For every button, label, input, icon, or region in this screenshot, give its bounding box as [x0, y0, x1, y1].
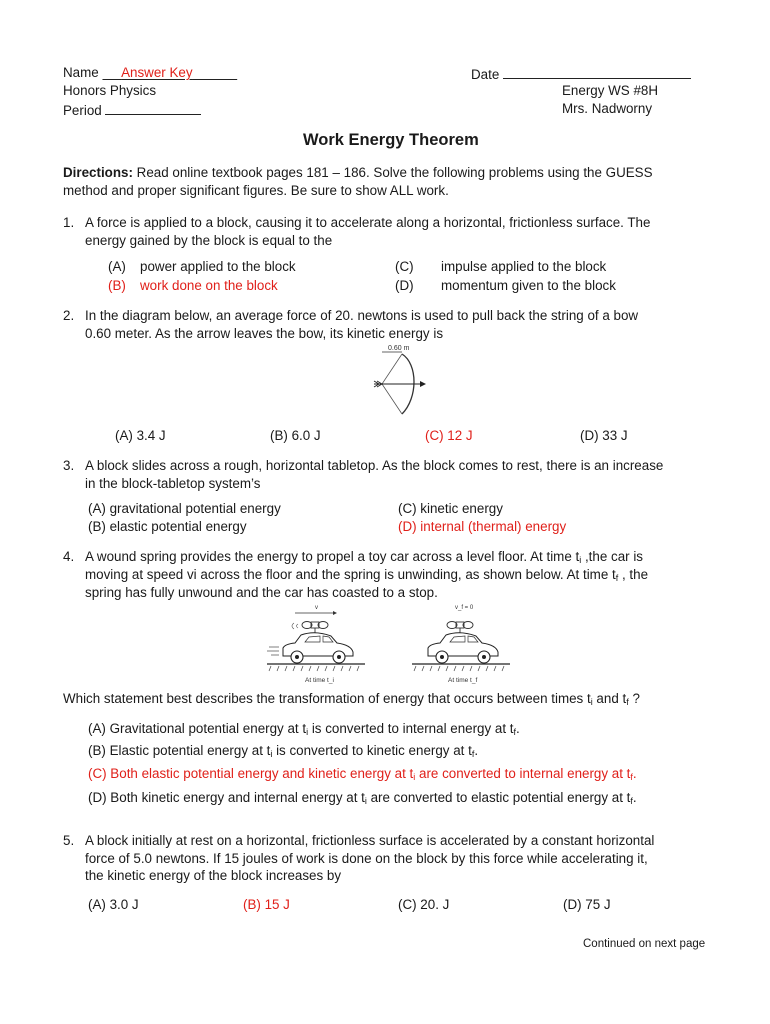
name-label: Name	[63, 65, 99, 80]
toy-car-final-icon	[428, 633, 498, 663]
q5-option-a: (A) 3.0 J	[88, 897, 139, 912]
q4-option-d: (D) Both kinetic energy and internal energy at $t_i$ are converted to elastic potential energy at $t_f$.	[88, 790, 637, 806]
q3-option-c: (C) kinetic energy	[398, 501, 503, 516]
floor-hatching-final	[414, 666, 504, 671]
q5-line2: force of 5.0 newtons. If 15 joules of work is done on the block by this force while accelerating it,	[85, 851, 648, 866]
date-field	[471, 65, 691, 82]
q4-line2: moving at speed vi across the floor and the spring is unwinding, as shown below. At time $t_f$ , the	[85, 567, 649, 583]
final-caption: At time t_f	[448, 677, 478, 684]
directions-line2: method and proper significant figures. Be sure to show ALL work.	[63, 183, 449, 198]
q3-number: 3.	[63, 458, 75, 473]
q5-line1: A block initially at rest on a horizontal, frictionless surface is accelerated by a constant horizontal	[85, 833, 655, 848]
q2-option-d: (D) 33 J	[580, 428, 628, 443]
q5-option-b: (B) 15 J	[243, 897, 290, 912]
page-title: Work Energy Theorem	[303, 131, 479, 149]
floor-hatching	[269, 666, 359, 671]
q2-option-c: (C) 12 J	[425, 428, 473, 443]
car-figure-initial	[265, 600, 370, 685]
class-name: Honors Physics	[63, 83, 157, 98]
q4-question: Which statement best describes the transformation of energy that occurs between times $t_i$ and $t_f$ ?	[63, 691, 640, 707]
period-label: Period	[63, 103, 102, 118]
q4-option-a: (A) Gravitational potential energy at $t_i$ is converted to internal energy at $t_f$.	[88, 721, 520, 737]
q1-a-text: power applied to the block	[140, 259, 296, 274]
date-blank	[503, 65, 691, 79]
q2-number: 2.	[63, 308, 75, 323]
q3-line1: A block slides across a rough, horizontal tabletop. As the block comes to rest, there is an increase	[85, 458, 664, 473]
directions	[63, 165, 653, 180]
name-value: Answer Key	[121, 65, 193, 80]
car-figure-final	[410, 600, 515, 685]
q1-c-text: impulse applied to the block	[441, 259, 607, 274]
name-field	[63, 65, 237, 80]
q1-b-text: work done on the block	[140, 278, 278, 293]
bow-diagram	[360, 342, 430, 417]
q1-d-text: momentum given to the block	[441, 278, 616, 293]
arrow-head-icon	[420, 381, 426, 387]
period-field	[63, 101, 201, 118]
q2-line1: In the diagram below, an average force of 20. newtons is used to pull back the string of a bow	[85, 308, 639, 323]
q2-line2: 0.60 meter. As the arrow leaves the bow, its kinetic energy is	[85, 326, 444, 341]
q1-c-letter: (C)	[395, 259, 414, 274]
teacher-name: Mrs. Nadworny	[562, 101, 653, 116]
wind-up-key-icon	[302, 622, 328, 635]
continued-note: Continued on next page	[583, 938, 706, 950]
q5-option-c: (C) 20. J	[398, 897, 450, 912]
q4-number: 4.	[63, 549, 75, 564]
q1-d-letter: (D)	[395, 278, 414, 293]
q1-a-letter: (A)	[108, 259, 126, 274]
worksheet-id: Energy WS #8H	[562, 83, 659, 98]
q3-line2: in the block-tabletop system’s	[85, 476, 261, 491]
bow-distance-label: 0.60 m	[388, 345, 410, 352]
q2-option-b: (B) 6.0 J	[270, 428, 321, 443]
q3-option-d: (D) internal (thermal) energy	[398, 519, 567, 534]
q1-line2: energy gained by the block is equal to the	[85, 233, 333, 248]
q4-option-c: (C) Both elastic potential energy and kinetic energy at $t_i$ are converted to internal energy at $t_f$.	[88, 766, 637, 782]
q5-line3: the kinetic energy of the block increases by	[85, 868, 342, 883]
period-blank	[105, 101, 201, 115]
wind-up-key-final-icon	[447, 622, 473, 635]
q4-option-b: (B) Elastic potential energy at $t_i$ is converted to kinetic energy at $t_f$.	[88, 743, 479, 759]
directions-line1: Read online textbook pages 181 – 186. Solve the following problems using the GUESS	[132, 165, 653, 180]
q3-option-a: (A) gravitational potential energy	[88, 501, 281, 516]
final-velocity-label: v_f = 0	[455, 605, 474, 611]
q2-option-a: (A) 3.4 J	[115, 428, 166, 443]
q1-b-letter: (B)	[108, 278, 126, 293]
motion-lines-icon	[292, 623, 298, 629]
date-label: Date	[471, 67, 500, 82]
velocity-arrowhead-icon	[333, 611, 337, 615]
q3-option-b: (B) elastic potential energy	[88, 519, 247, 534]
directions-label: Directions:	[63, 165, 133, 180]
q5-option-d: (D) 75 J	[563, 897, 611, 912]
velocity-label: v	[315, 605, 318, 611]
q5-number: 5.	[63, 833, 75, 848]
q4-line1: A wound spring provides the energy to propel a toy car across a level floor. At time $t_i$ ,the car is	[85, 549, 644, 565]
initial-caption: At time t_i	[305, 677, 334, 684]
q1-line1: A force is applied to a block, causing it to accelerate along a horizontal, frictionless surface. The	[85, 215, 651, 230]
q4-line3: spring has fully unwound and the car has coasted to a stop.	[85, 585, 438, 600]
speed-lines-icon	[267, 647, 279, 655]
q1-number: 1.	[63, 215, 75, 230]
toy-car-icon	[283, 633, 353, 663]
